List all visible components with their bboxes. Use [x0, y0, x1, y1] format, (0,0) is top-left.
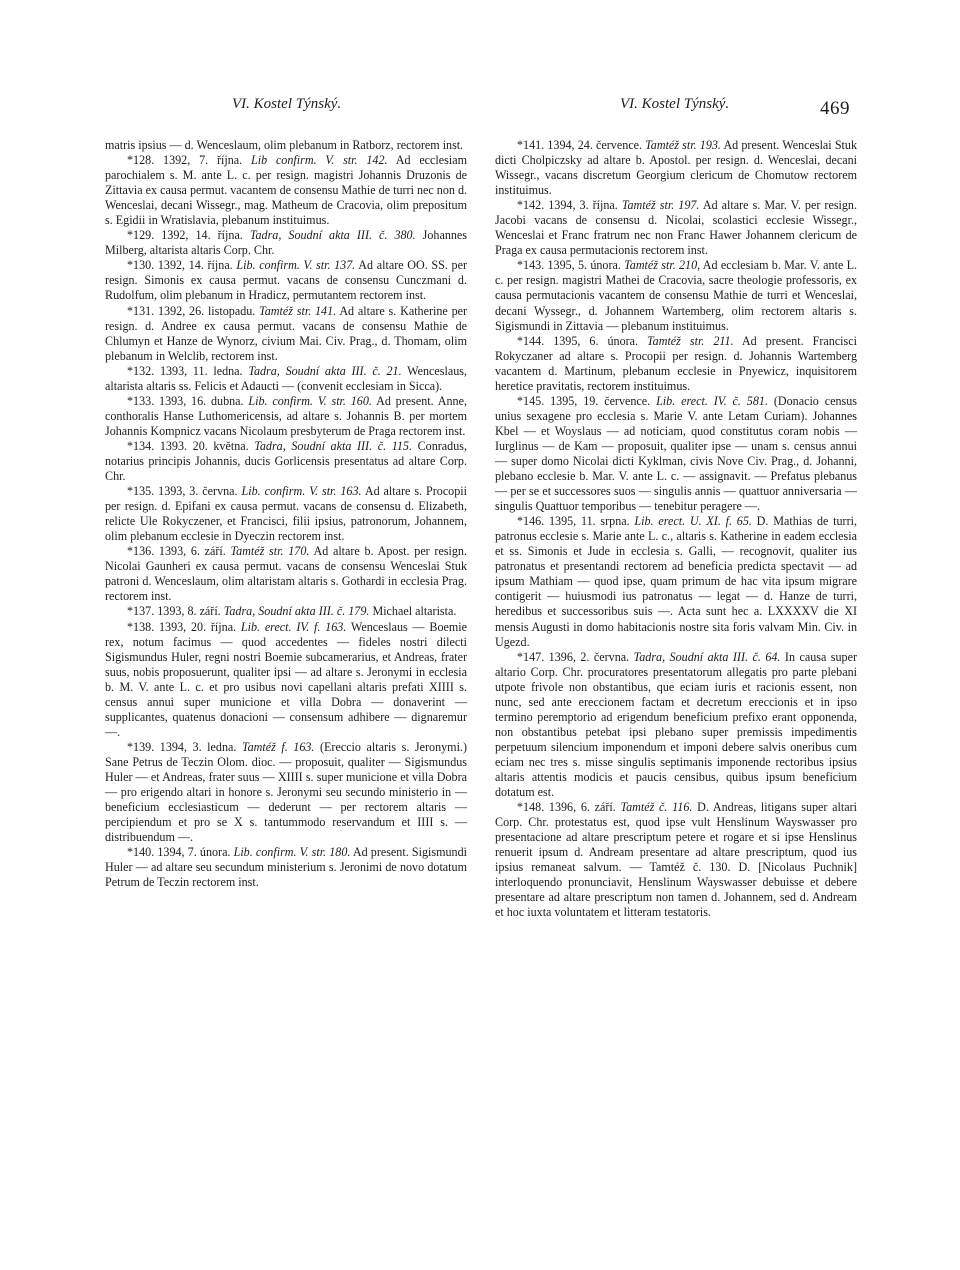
- entry-text: Ad altare s. Mar. V. per resign. Jacobi vacans de consensu d. Nicolai, scolastici ecclesie Wissegr., Wenceslai et Franc fratrum nec non Franc Hawer Johannem clericum de Praga ex causa permutacionis rectorem inst.: [495, 198, 857, 258]
- entry-source-reference: Tadra, Soudní akta III. č. 380.: [249, 228, 416, 243]
- entry-source-reference: Tadra, Soudní akta III. č. 179.: [223, 604, 370, 619]
- running-header: [0, 96, 960, 120]
- entry-source-reference: Lib. erect. IV. č. 581.: [656, 393, 768, 408]
- entry-source-reference: Lib. confirm. V. str. 163.: [241, 484, 362, 499]
- entry-paragraph: [105, 228, 467, 258]
- entry-number-date: *129. 1392, 14. října.: [127, 228, 250, 243]
- entry-number-date: *137. 1393, 8. září.: [127, 604, 224, 619]
- entry-text: Ad present. Francisci Rokyczaner ad altare s. Procopii per resign. d. Johannis Wartemberg vacantem d. Martinum, plebanum ecclesie in Pnyewicz, inquisitorem heretice pravitatis, rectorem instituimus.: [495, 333, 857, 393]
- entry-source-reference: Lib. confirm. V. str. 160.: [248, 393, 372, 408]
- entry-paragraph: [495, 334, 857, 394]
- entry-paragraph: [495, 394, 857, 514]
- left-column: [105, 138, 467, 890]
- entry-text: Wenceslaus, altarista altaris ss. Felicis et Adaucti — (convenit ecclesiam in Sicca).: [105, 363, 467, 393]
- entry-number-date: *133. 1393, 16. dubna.: [127, 393, 249, 408]
- entry-number-date: *138. 1393, 20. října.: [127, 619, 241, 634]
- entry-source-reference: Lib. erect. IV. f. 163.: [240, 619, 347, 634]
- entry-source-reference: Tamtéž str. 193.: [645, 138, 721, 152]
- entry-paragraph: [105, 484, 467, 544]
- entry-text: Ad present. Sigismundi Huler — ad altare seu secundum ministerium s. Jeronimi de novo dotatum Petrum de Teczin rectorem inst.: [105, 845, 467, 890]
- entry-number-date: *146. 1395, 11. srpna.: [517, 514, 635, 529]
- entry-text: D. Mathias de turri, patronus ecclesie s. Marie ante L. c., altaris s. Katherine in eadem ecclesia et ss. Simonis et Jude in ecclesia s. Galli, — recognovit, qualiter ius patronatus et presentandi rectorem ad beneficia predicta spectavit — ad ipsum Mathiam — quod ipse, quam primum de hac vita ipsum migrare contigerit — huiusmodi ius patronatus — legat — d. Hanze de turri, heredibus et successoribus suis —. Acta sunt hec a. LXXXXV die XI mensis Augusti in domo habitacionis nostre sita foris valvam Min. Civ. in Ugezd.: [495, 514, 857, 649]
- entry-paragraph: [495, 138, 857, 198]
- entry-number-date: *128. 1392, 7. října.: [127, 153, 251, 168]
- entry-paragraph: [495, 514, 857, 649]
- entry-paragraph: [495, 650, 857, 800]
- entry-source-reference: Lib. erect. U. XI. f. 65.: [634, 514, 752, 529]
- entry-source-reference: Tadra, Soudní akta III. č. 21.: [248, 363, 402, 378]
- entry-number-date: *135. 1393, 3. června.: [127, 484, 242, 499]
- entry-text: Ad altare s. Katherine per resign. d. Andree ex causa permut. vacans de consensu Mathie de Chlumyn et Hanze de Wynorz, civium Mai. Civ. Prag., d. Thomam, olim plebanum in Welclib, rectorem inst.: [105, 303, 468, 363]
- entry-number-date: *141. 1394, 24. července.: [517, 138, 646, 152]
- entry-number-date: *130. 1392, 14. října.: [127, 258, 237, 273]
- entry-paragraph: [105, 439, 467, 484]
- entry-paragraph: [105, 138, 467, 153]
- entry-source-reference: Tadra, Soudní akta III. č. 64.: [633, 649, 781, 664]
- entry-number-date: *140. 1394, 7. února.: [127, 845, 234, 860]
- entry-number-date: *145. 1395, 19. července.: [517, 393, 657, 408]
- entry-source-reference: Lib confirm. V. str. 142.: [250, 153, 388, 168]
- entry-paragraph: [105, 604, 467, 619]
- entry-source-reference: Tamtéž str. 210,: [624, 258, 701, 273]
- entry-number-date: *132. 1393, 11. ledna.: [127, 363, 249, 378]
- entry-text: Conradus, notarius principis Johannis, ducis Gorlicensis presentatus ad altare Corp. Chr.: [105, 438, 467, 484]
- entry-number-date: *131. 1392, 26. listopadu.: [127, 303, 260, 318]
- entry-paragraph: [495, 198, 857, 258]
- entry-paragraph: [105, 304, 467, 364]
- entry-text: In causa super altario Corp. Chr. procuratores presentatorum allegatis pro parte plebani utpote frivole non obstantibus, que eciam iuris et racionis essent, non nunc, sed ante ereccionem factam et decretum ereccionis et in ipso termino peremptorio ad erigendum beneficium prefixo erant opponenda, non obstantibus petebat ipsi plebano super premissis impedimentis perpetuum silencium imponendum et imponi debere salvis oneribus cum eciam nec tres s. misse singulis septimanis imponende rectoribus ipsius altaris attentis modicis et paucis censibus, quibus ipsum beneficium dotatum est.: [495, 649, 857, 800]
- entry-source-reference: Tamtéž str. 170.: [230, 544, 310, 559]
- entry-paragraph: [105, 845, 467, 890]
- entry-source-reference: Tadra, Soudní akta III. č. 115.: [254, 438, 412, 453]
- entry-text: (Donacio census unius sexagene pro ecclesia s. Marie V. ante Letam Curiam). Johannes Kbel — et Woyslaus — ad noticiam, quod constitutus coram nobis — Iurglinus — de Kam — proposuit, qualiter ipse — unam s. census annui — super domo Nicolai dicti Kyklman, civis Nove Civ. Prag., d. Johanni, plebano ecclesie b. Mar. V. ante L. c. — assignavit. — Prefatus plebanus — per se et successores suos — singulis annis — quattuor anniversaria — singulis Quattuor temporibus — tenebitur peragere —.: [495, 393, 857, 514]
- entry-source-reference: Lib. confirm. V. str. 180.: [233, 845, 351, 860]
- entry-source-reference: Tamtéž č. 116.: [620, 800, 693, 815]
- page-number: 469: [820, 98, 850, 119]
- entry-paragraph: [105, 153, 467, 228]
- entry-paragraph: [105, 394, 467, 439]
- entry-paragraph: [105, 620, 467, 740]
- entry-paragraph: [495, 800, 857, 920]
- entry-source-reference: Tamtéž f. 163.: [241, 739, 315, 754]
- entry-text: Ad ecclesiam parochialem s. M. ante L. c. per resign. magistri Johannis Druzonis de Zittavia ex causa permut. vacantem de consensu Mathie de turri nec non d. Wenceslai, decani Wissegr., mag. Matheum de Cracovia, olim prepositum s. Egidii in Wratislavia, plebanum instituimus.: [105, 153, 468, 228]
- entry-text: Ad altare s. Procopii per resign. d. Epifani ex causa permut. vacans de consensu d. Elizabeth, relicte Ule Rokyczener, et Francisci, filii ipsius, patronorum, Johannem, olim plebanum ecclesie in Dyeczin rectorem inst.: [105, 484, 467, 544]
- entry-text: (Ereccio altaris s. Jeronymi.) Sane Petrus de Teczin Olom. dioc. — proposuit, qualiter — Sigismundus Huler — et Andreas, frater suus — XIIII s. super municione et villa Dobra — pro erigendo altari in honore s. Jeronymi seu secundo ministerio in — beneficium ecclesiasticum — dederunt — per rectorem altaris — percipiendum et pro se X s. tantummodo reservandum et IIII s. — distribuendum —.: [105, 739, 467, 845]
- entry-paragraph: [105, 258, 467, 303]
- entry-paragraph: [105, 544, 467, 604]
- entry-text: Ad present. Anne, conthoralis Hanse Luthomericensis, ad altare s. Johannis B. per mortem Johannis Kompnicz vacans Nicolaum presbyterum de Praga rectorem inst.: [105, 393, 467, 438]
- entry-number-date: *147. 1396, 2. června.: [517, 649, 634, 664]
- entry-paragraph: [105, 364, 467, 394]
- entry-text: Ad altare b. Apost. per resign. Nicolai Gaunheri ex causa permut. vacans de consensu Wenceslai Stuk patroni d. Wenceslaum, olim altaristam altaris s. Gothardi in ecclesia Prag. rectorem inst.: [105, 544, 468, 604]
- entry-number-date: *144. 1395, 6. února.: [517, 333, 648, 348]
- running-head-right: VI. Kostel Týnský.: [620, 96, 730, 112]
- entry-number-date: *143. 1395, 5. února.: [517, 258, 625, 273]
- entry-source-reference: Tamtéž str. 211.: [647, 333, 734, 348]
- entry-text: matris ipsius — d. Wenceslaum, olim plebanum in Ratborz, rectorem inst.: [105, 138, 464, 152]
- running-head-left: VI. Kostel Týnský.: [232, 96, 342, 112]
- entry-number-date: *134. 1393. 20. května.: [127, 438, 255, 453]
- entry-source-reference: Tamtéž str. 197.: [621, 198, 700, 213]
- entry-paragraph: [105, 740, 467, 845]
- entry-source-reference: Lib. confirm. V. str. 137.: [236, 258, 356, 273]
- entry-source-reference: Tamtéž str. 141.: [259, 303, 337, 318]
- entry-text: Johannes Milberg, altarista altaris Corp. Chr.: [105, 228, 467, 258]
- entry-text: Wenceslaus — Boemie rex, notum facimus — quod accedentes — fideles nostri dilecti Sigismundus Huler, regni nostri Boemie subcamerarius, et Andreas, frater suus, nobis proposuerunt, qualiter ipsi — ad altare s. Jeronymi in ecclesia b. M. V. ante L. c. et pro usibus novi capellani altaris prefati XIIII s. census annui super municione et villa Dobra — donaverint — supplicantes, quatenus donacioni — consensum adhibere — dignaremur —.: [105, 619, 467, 739]
- entry-text: Michael altarista.: [369, 604, 457, 619]
- entry-text: Ad altare OO. SS. per resign. Simonis ex causa permut. vacans de consensu Cunczmani d. Rudolfum, olim plebanum in Hradicz, permutantem rectorem inst.: [105, 258, 467, 303]
- entry-number-date: *148. 1396, 6. září.: [517, 800, 621, 815]
- entry-number-date: *139. 1394, 3. ledna.: [127, 739, 242, 754]
- entry-number-date: *142. 1394, 3. října.: [517, 198, 622, 213]
- entry-number-date: *136. 1393, 6. září.: [127, 544, 231, 559]
- entry-paragraph: [495, 258, 857, 333]
- entry-text: Ad ecclesiam b. Mar. V. ante L. c. per resign. magistri Mathei de Cracovia, sacre theologie professoris, ex causa permutacionis vacantem de consensu Mathie de turri et Wenceslai, decani Wyssegr., d. Johannem Wartemberg, olim rectorem altaris s. Sigismundi in Zittavia — plebanum instituimus.: [495, 258, 857, 333]
- entry-text: Ad present. Wenceslai Stuk dicti Cholpiczsky ad altare b. Apostol. per resign. d. Wenceslai, decani Wissegr., vacans discretum Georgium clericum de Chomutow rectorem instituimus.: [495, 138, 858, 198]
- right-column: [495, 138, 857, 920]
- entry-text: D. Andreas, litigans super altari Corp. Chr. protestatus est, quod ipse vult Henslinum Wayswasser pro presentacione ad altare prescriptum petere et rogare et si ipse Henslinus renuerit ipsum d. Andream presentare ad altare prescriptum, quod ius ipsius remaneat salvum. — Tamtéž č. 130. D. [Nicolaus Puchnik] interloquendo pronunciavit, Henslinum Wayswasser debuisse et debere presentare ad altare prescriptum non tamen d. Johannem, sed d. Andream et hoc iuxta voluntatem et litteram testatoris.: [495, 800, 857, 920]
